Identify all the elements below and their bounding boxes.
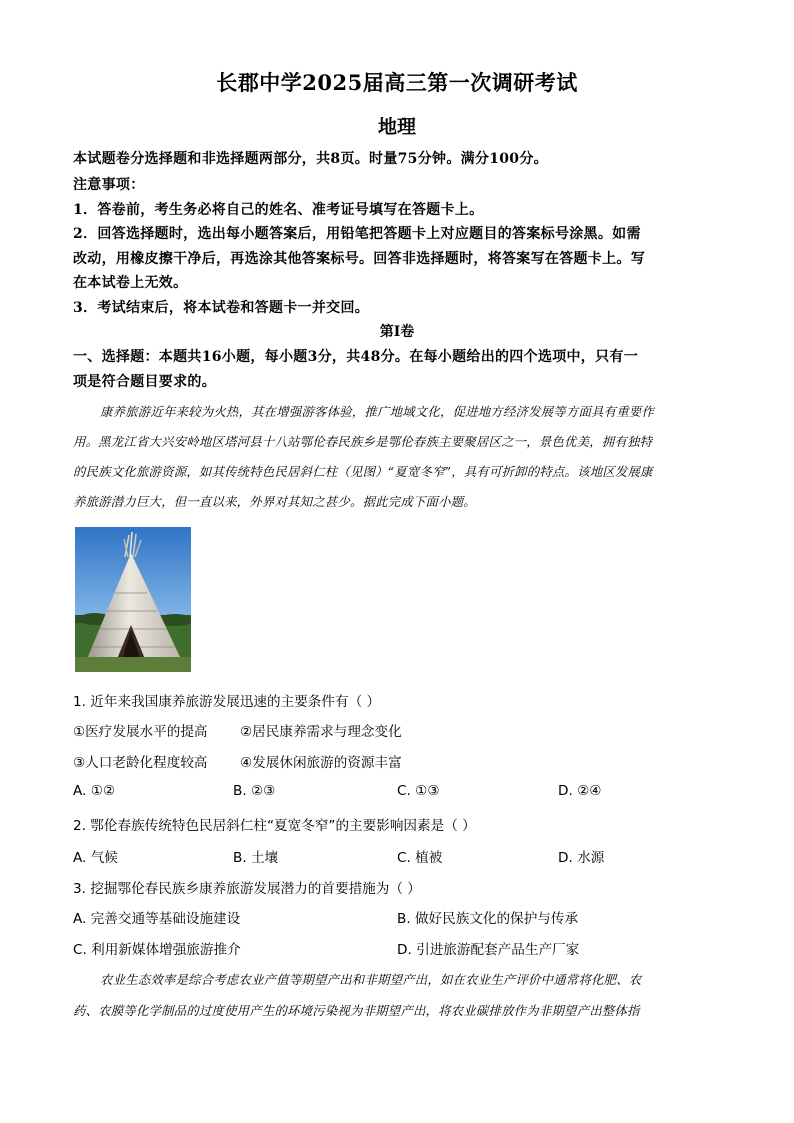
question-3-option-a[interactable]: A. 完善交通等基础设施建设 <box>73 911 241 927</box>
passage-1-line-3: 的民族文化旅游资源，如其传统特色民居斜仁柱（见图）“夏宽冬窄”，具有可折卸的特点。该地区发展康 <box>73 464 653 479</box>
passage-2-line-1: 农业生态效率是综合考虑农业产值等期望产出和非期望产出，如在农业生产评价中通常将化肥、农 <box>100 972 642 987</box>
question-1-stem: 1. 近年来我国康养旅游发展迅速的主要条件有（ ） <box>73 694 381 710</box>
notice-title: 注意事项： <box>73 177 145 193</box>
tipi-photo <box>75 527 191 672</box>
notice-item-1: 1．答卷前，考生务必将自己的姓名、准考证号填写在答题卡上。 <box>73 202 484 218</box>
section-heading-line-1: 一、选择题：本题共16小题，每小题3分，共48分。在每小题给出的四个选项中，只有一 <box>73 349 639 365</box>
notice-item-2-cont: 改动，用橡皮擦干净后，再选涂其他答案标号。回答非选择题时，将答案写在答题卡上。写 <box>73 251 645 267</box>
notice-item-3: 3．考试结束后，将本试卷和答题卡一并交回。 <box>73 300 370 316</box>
section-label: 第Ⅰ卷 <box>379 324 415 340</box>
tipi-illustration <box>75 527 191 672</box>
passage-1-line-2: 用。黑龙江省大兴安岭地区塔河县十八站鄂伦春民族乡是鄂伦春族主要聚居区之一，景色优美，拥有独特 <box>73 434 653 449</box>
section-heading-line-2: 项是符合题目要求的。 <box>73 374 216 390</box>
question-3-stem: 3. 挖掘鄂伦春民族乡康养旅游发展潜力的首要措施为（ ） <box>73 881 421 897</box>
question-2-option-d[interactable]: D. 水源 <box>558 850 605 866</box>
question-3-option-b[interactable]: B. 做好民族文化的保护与传承 <box>397 911 579 927</box>
passage-1-line-4: 养旅游潜力巨大，但一直以来，外界对其知之甚少。据此完成下面小题。 <box>73 494 476 509</box>
subject-title: 地理 <box>377 116 416 138</box>
question-2-option-c[interactable]: C. 植被 <box>397 850 443 866</box>
notice-item-2: 2．回答选择题时，选出每小题答案后，用铅笔把答题卡上对应题目的答案标号涂黑。如需 <box>73 226 641 242</box>
question-1-statement-3: ③人口老龄化程度较高 <box>73 755 208 771</box>
question-3-option-c[interactable]: C. 利用新媒体增强旅游推介 <box>73 942 241 958</box>
exam-intro: 本试题卷分选择题和非选择题两部分，共8页。时量75分钟。满分100分。 <box>73 151 548 167</box>
question-1-statement-2: ②居民康养需求与理念变化 <box>240 724 402 740</box>
question-1-statement-4: ④发展休闲旅游的资源丰富 <box>240 755 402 771</box>
question-1-statement-1: ①医疗发展水平的提高 <box>73 724 208 740</box>
question-2-option-b[interactable]: B. 土壤 <box>233 850 279 866</box>
question-1-option-b[interactable]: B. ②③ <box>233 783 276 799</box>
question-2-stem: 2. 鄂伦春族传统特色民居斜仁柱“夏宽冬窄”的主要影响因素是（ ） <box>73 818 476 834</box>
question-1-option-c[interactable]: C. ①③ <box>397 783 440 799</box>
passage-1-line-1: 康养旅游近年来较为火热，其在增强游客体验，推广地域文化，促进地方经济发展等方面具有重要作 <box>100 404 654 419</box>
question-3-option-d[interactable]: D. 引进旅游配套产品生产厂家 <box>397 942 580 958</box>
notice-item-2-end: 在本试卷上无效。 <box>73 275 188 291</box>
passage-2-line-2: 药、农膜等化学制品的过度使用产生的环境污染视为非期望产出，将农业碳排放作为非期望产出整体指 <box>73 1003 640 1018</box>
exam-title: 长郡中学2025届高三第一次调研考试 <box>216 70 578 95</box>
question-1-option-d[interactable]: D. ②④ <box>558 783 602 799</box>
question-1-option-a[interactable]: A. ①② <box>73 783 116 799</box>
question-2-option-a[interactable]: A. 气候 <box>73 850 118 866</box>
